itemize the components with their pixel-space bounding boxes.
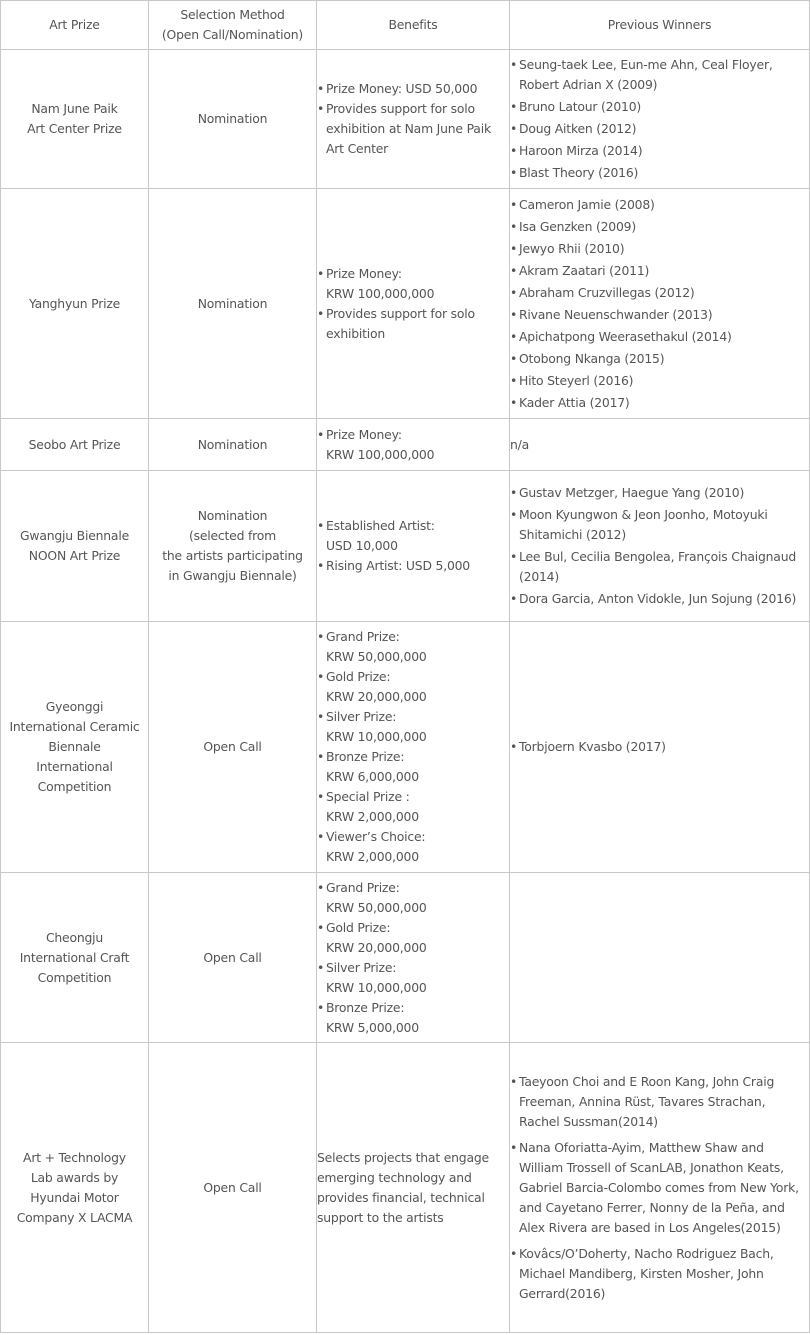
selection-method: Nomination bbox=[149, 50, 317, 189]
benefit-item: • Prize Money: KRW 100,000,000 bbox=[317, 425, 509, 465]
table-row bbox=[1, 622, 810, 873]
winner-item: • Doug Aitken (2012) bbox=[510, 119, 809, 139]
winners-cell bbox=[510, 50, 810, 189]
winners-cell bbox=[510, 471, 810, 622]
benefit-item: • Grand Prize: KRW 50,000,000 bbox=[317, 627, 509, 667]
benefits-cell bbox=[317, 419, 510, 471]
winners-cell bbox=[510, 1043, 810, 1333]
winner-item: • Nana Oforiatta-Ayim, Matthew Shaw and William Trossell of ScanLAB, Jonathon Keats, Gabriel Barcia-Colombo comes from New York, and Cayetano Ferrer, Nonny de la Peña, and Alex Rivera are based in Los Angeles(2015) bbox=[510, 1138, 809, 1238]
winner-item: • Jewyo Rhii (2010) bbox=[510, 239, 809, 259]
header-art-prize: Art Prize bbox=[1, 1, 149, 50]
winners-cell: n/a bbox=[510, 419, 810, 471]
table-row bbox=[1, 1043, 810, 1333]
table-row bbox=[1, 873, 810, 1043]
winner-item: • Isa Genzken (2009) bbox=[510, 217, 809, 237]
benefit-item: • Provides support for solo exhibition bbox=[317, 304, 509, 344]
benefits-cell bbox=[317, 873, 510, 1043]
winners-cell bbox=[510, 622, 810, 873]
header-previous-winners: Previous Winners bbox=[510, 1, 810, 50]
benefits-cell bbox=[317, 622, 510, 873]
winner-item: • Blast Theory (2016) bbox=[510, 163, 809, 183]
winner-item: • Kader Attia (2017) bbox=[510, 393, 809, 413]
benefits-cell: Selects projects that engage emerging technology and provides financial, technical support to the artists bbox=[317, 1043, 510, 1333]
winner-item: • Gustav Metzger, Haegue Yang (2010) bbox=[510, 483, 809, 503]
winner-item: • Taeyoon Choi and E Roon Kang, John Craig Freeman, Annina Rüst, Tavares Strachan, Rachel Sussman(2014) bbox=[510, 1072, 809, 1132]
benefit-item: • Viewer’s Choice: KRW 2,000,000 bbox=[317, 827, 509, 867]
prize-name: Nam June Paik Art Center Prize bbox=[1, 50, 149, 189]
table-row bbox=[1, 471, 810, 622]
benefit-item: • Special Prize : KRW 2,000,000 bbox=[317, 787, 509, 827]
benefit-item: • Prize Money: KRW 100,000,000 bbox=[317, 264, 509, 304]
selection-method: Nomination bbox=[149, 189, 317, 419]
winner-item: • Seung-taek Lee, Eun-me Ahn, Ceal Floyer, Robert Adrian X (2009) bbox=[510, 55, 809, 95]
header-benefits: Benefits bbox=[317, 1, 510, 50]
winner-item: • Torbjoern Kvasbo (2017) bbox=[510, 737, 809, 757]
selection-method: Nomination (selected from the artists participating in Gwangju Biennale) bbox=[149, 471, 317, 622]
benefit-item: • Gold Prize: KRW 20,000,000 bbox=[317, 667, 509, 707]
table-row bbox=[1, 50, 810, 189]
winner-item: • Akram Zaatari (2011) bbox=[510, 261, 809, 281]
benefit-item: • Silver Prize: KRW 10,000,000 bbox=[317, 958, 509, 998]
benefit-item: • Established Artist: USD 10,000 bbox=[317, 516, 509, 556]
prize-name: Gwangju Biennale NOON Art Prize bbox=[1, 471, 149, 622]
winner-item: • Rivane Neuenschwander (2013) bbox=[510, 305, 809, 325]
prize-name: Gyeonggi International Ceramic Biennale International Competition bbox=[1, 622, 149, 873]
benefit-item: • Bronze Prize: KRW 6,000,000 bbox=[317, 747, 509, 787]
winner-item: • Abraham Cruzvillegas (2012) bbox=[510, 283, 809, 303]
benefits-cell bbox=[317, 471, 510, 622]
prize-name: Art + Technology Lab awards by Hyundai Motor Company X LACMA bbox=[1, 1043, 149, 1333]
benefit-item: • Prize Money: USD 50,000 bbox=[317, 79, 509, 99]
winners-cell bbox=[510, 873, 810, 1043]
benefit-item: • Rising Artist: USD 5,000 bbox=[317, 556, 509, 576]
header-row bbox=[1, 1, 810, 50]
table-row bbox=[1, 189, 810, 419]
benefit-item: • Grand Prize: KRW 50,000,000 bbox=[317, 878, 509, 918]
winners-cell bbox=[510, 189, 810, 419]
table-row bbox=[1, 419, 810, 471]
benefit-item: • Provides support for solo exhibition at Nam June Paik Art Center bbox=[317, 99, 509, 159]
prize-name: Cheongju International Craft Competition bbox=[1, 873, 149, 1043]
winner-item: • Lee Bul, Cecilia Bengolea, François Chaignaud (2014) bbox=[510, 547, 809, 587]
winner-item: • Apichatpong Weerasethakul (2014) bbox=[510, 327, 809, 347]
winner-item: • Bruno Latour (2010) bbox=[510, 97, 809, 117]
winner-item: • Haroon Mirza (2014) bbox=[510, 141, 809, 161]
benefits-cell bbox=[317, 189, 510, 419]
selection-method: Open Call bbox=[149, 622, 317, 873]
prize-name: Yanghyun Prize bbox=[1, 189, 149, 419]
benefit-item: • Bronze Prize: KRW 5,000,000 bbox=[317, 998, 509, 1038]
winner-item: • Otobong Nkanga (2015) bbox=[510, 349, 809, 369]
selection-method: Open Call bbox=[149, 873, 317, 1043]
winner-item: • Moon Kyungwon & Jeon Joonho, Motoyuki Shitamichi (2012) bbox=[510, 505, 809, 545]
benefit-item: • Silver Prize: KRW 10,000,000 bbox=[317, 707, 509, 747]
winner-item: • Hito Steyerl (2016) bbox=[510, 371, 809, 391]
winner-item: • Kovâcs/O’Doherty, Nacho Rodriguez Bach, Michael Mandiberg, Kirsten Mosher, John Gerrard(2016) bbox=[510, 1244, 809, 1304]
header-selection-method: Selection Method (Open Call/Nomination) bbox=[149, 1, 317, 50]
selection-method: Nomination bbox=[149, 419, 317, 471]
winner-item: • Dora Garcia, Anton Vidokle, Jun Sojung (2016) bbox=[510, 589, 809, 609]
selection-method: Open Call bbox=[149, 1043, 317, 1333]
benefits-cell bbox=[317, 50, 510, 189]
winner-item: • Cameron Jamie (2008) bbox=[510, 195, 809, 215]
benefit-item: • Gold Prize: KRW 20,000,000 bbox=[317, 918, 509, 958]
prize-name: Seobo Art Prize bbox=[1, 419, 149, 471]
